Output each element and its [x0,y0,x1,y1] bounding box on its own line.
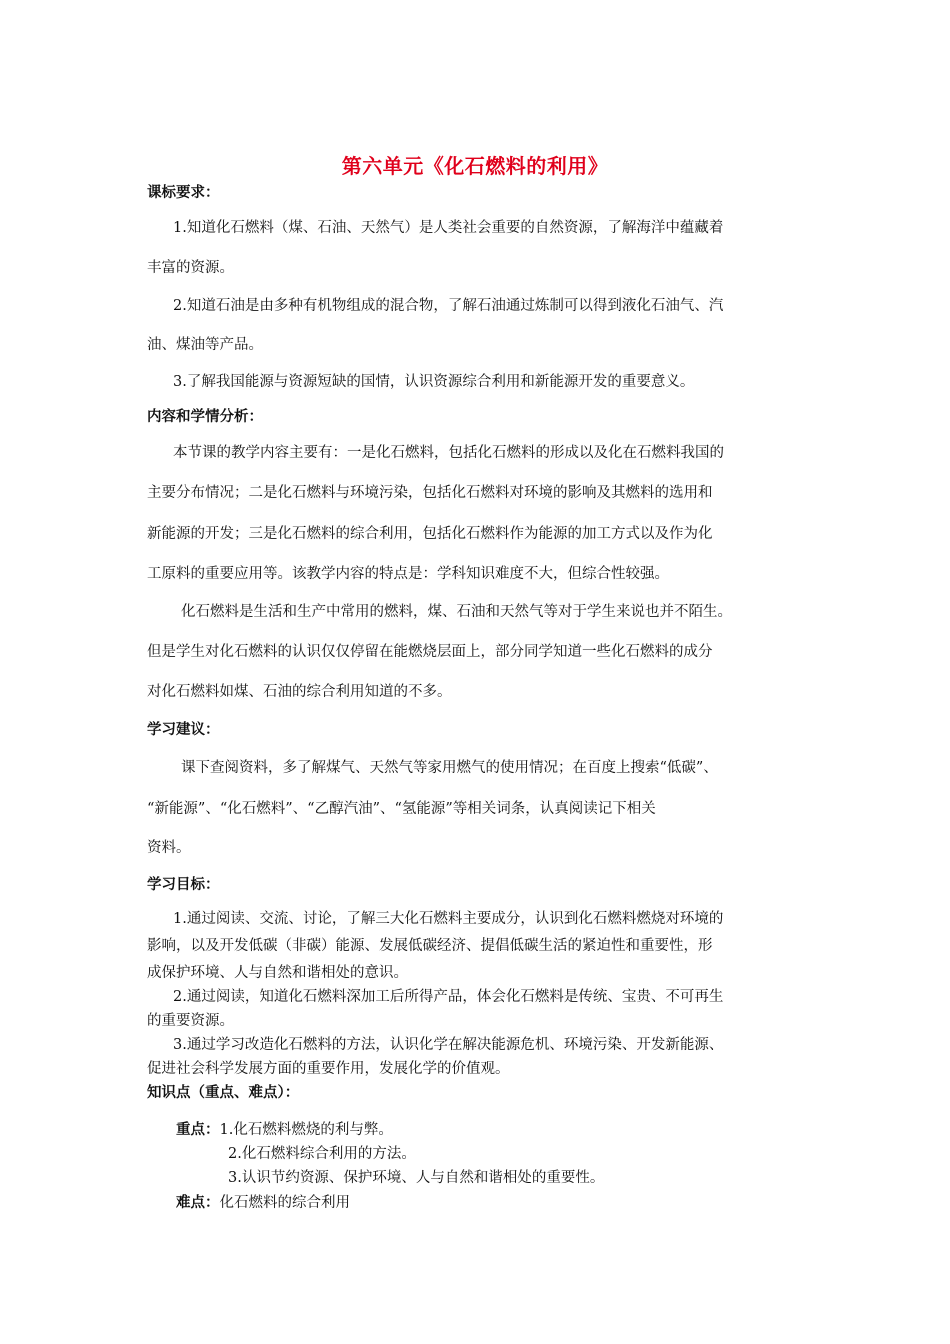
difficulty-row [176,1191,350,1212]
paragraph-line: 资料。 [147,840,191,856]
paragraph-line: 主要分布情况；二是化石燃料与环境污染，包括化石燃料对环境的影响及其燃料的选用和 [147,485,713,501]
paragraph-line: 丰富的资源。 [147,260,234,276]
paragraph-line: 新能源的开发；三是化石燃料的综合利用，包括化石燃料作为能源的加工方式以及作为化 [147,526,713,542]
paragraph-line: 促进社会科学发展方面的重要作用，发展化学的价值观。 [147,1061,510,1077]
paragraph-line: 2.知道石油是由多种有机物组成的混合物，了解石油通过炼制可以得到液化石油气、汽 [173,298,724,314]
paragraph-line: 1.通过阅读、交流、讨论，了解三大化石燃料主要成分，认识到化石燃料燃烧对环境的 [173,911,724,927]
paragraph-line: 化石燃料是生活和生产中常用的燃料，煤、石油和天然气等对于学生来说也并不陌生。 [181,604,732,620]
key-point-item: 3.认识节约资源、保护环境、人与自然和谐相处的重要性。 [228,1170,605,1186]
key-point-item: 1.化石燃料燃烧的利与弊。 [219,1122,393,1138]
paragraph-line: 3.通过学习改造化石燃料的方法，认识化学在解决能源危机、环境污染、开发新能源、 [173,1037,724,1053]
paragraph-line: “新能源”、“化石燃料”、“乙醇汽油”、“氢能源”等相关词条，认真阅读记下相关 [147,801,656,817]
page-title: 第六单元《化石燃料的利用》 [341,154,609,178]
section-heading-study-advice: 学习建议： [147,722,220,738]
paragraph-line: 2.通过阅读，知道化石燃料深加工后所得产品，体会化石燃料是传统、宝贵、不可再生 [173,989,724,1005]
difficulty-text: 化石燃料的综合利用 [219,1195,350,1211]
paragraph-line: 本节课的教学内容主要有：一是化石燃料，包括化石燃料的形成以及化在石燃料我国的 [173,445,724,461]
paragraph-line: 的重要资源。 [147,1013,234,1029]
paragraph-line: 成保护环境、人与自然和谐相处的意识。 [147,965,408,981]
key-point-row [176,1118,393,1139]
key-point-label: 重点： [176,1122,220,1138]
paragraph-line: 工原料的重要应用等。该教学内容的特点是：学科知识难度不大，但综合性较强。 [147,566,669,582]
section-heading-learning-goals: 学习目标： [147,877,220,893]
key-point-item: 2.化石燃料综合利用的方法。 [228,1146,416,1162]
paragraph-line: 3.了解我国能源与资源短缺的国情，认识资源综合利用和新能源开发的重要意义。 [173,374,695,390]
section-heading-key-points: 知识点（重点、难点）： [147,1085,300,1101]
paragraph-line: 对化石燃料如煤、石油的综合利用知道的不多。 [147,684,452,700]
section-heading-content-analysis: 内容和学情分析： [147,409,263,425]
section-heading-curriculum: 课标要求： [147,185,220,201]
paragraph-line: 油、煤油等产品。 [147,337,263,353]
difficulty-label: 难点： [176,1195,220,1211]
paragraph-line: 影响，以及开发低碳（非碳）能源、发展低碳经济、提倡低碳生活的紧迫性和重要性，形 [147,938,713,954]
paragraph-line: 课下查阅资料，多了解煤气、天然气等家用燃气的使用情况；在百度上搜索“低碳”、 [181,760,718,776]
paragraph-line: 1.知道化石燃料（煤、石油、天然气）是人类社会重要的自然资源，了解海洋中蕴藏着 [173,220,724,236]
paragraph-line: 但是学生对化石燃料的认识仅仅停留在能燃烧层面上，部分同学知道一些化石燃料的成分 [147,644,713,660]
